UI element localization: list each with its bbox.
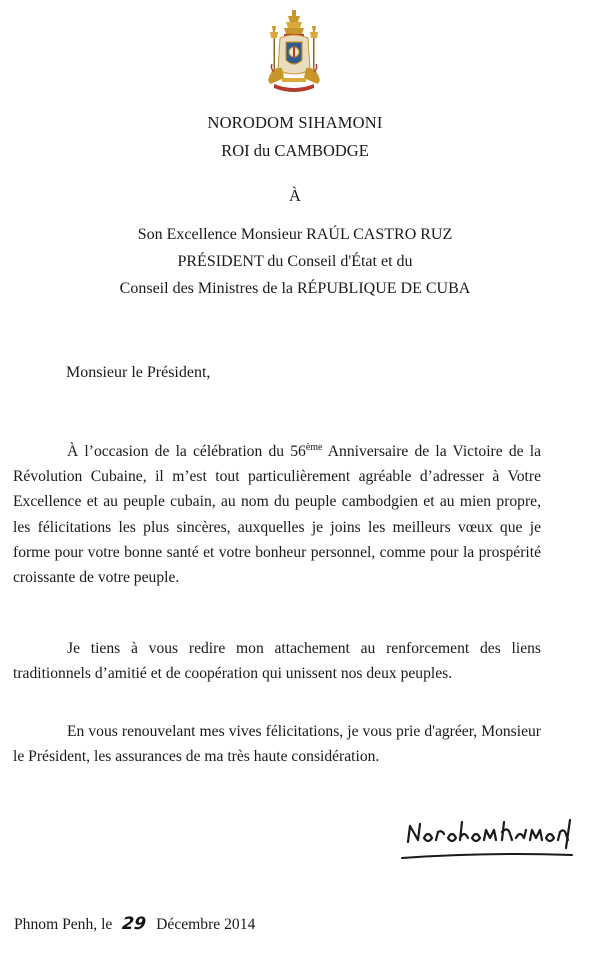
recipient-role: PRÉSIDENT	[177, 253, 264, 270]
recipient-line-2: PRÉSIDENT du Conseil d'État et du	[177, 253, 413, 270]
recipient-name: RAÚL CASTRO RUZ	[306, 226, 453, 243]
recipient-country: RÉPUBLIQUE DE CUBA	[296, 280, 471, 297]
sender-name: NORODOM SIHAMONI	[207, 113, 383, 132]
recipient-honorific: Son Excellence Monsieur	[137, 226, 307, 243]
sender-title: ROI du CAMBODGE	[221, 141, 369, 160]
place-and-date: Phnom Penh, le 29 Décembre 2014	[14, 914, 256, 934]
body-paragraph-1: À l’occasion de la célébration du 56ème Anniversaire de la Victoire de la Révolution Cubaine, il m’est tout particulièrement agréable d’adresser à Votre Excellence et au peuple cubain, au nom du peuple cambodgien et au mien propre, les félicitations les plus sincères, auxquelles je joins les meilleurs vœux que je forme pour votre bonne santé et votre bonheur personnel, comme pour la prospérité croissante de votre peuple.	[13, 442, 541, 587]
royal-arms-of-cambodia-icon	[262, 8, 326, 94]
recipient-line-3: Conseil des Ministres de la RÉPUBLIQUE DE CUBA	[119, 280, 471, 297]
addressee-marker: À	[289, 186, 301, 205]
handwritten-signature-icon	[398, 808, 578, 866]
handwritten-day: 29	[121, 914, 148, 934]
salutation: Monsieur le Président,	[66, 364, 211, 381]
body-paragraph-2: Je tiens à vous redire mon attachement au renforcement des liens traditionnels d’amitié et de coopération qui unissent nos deux peuples.	[13, 640, 541, 683]
recipient-line-1	[0, 226, 590, 244]
ordinal-superscript: ème	[305, 442, 323, 453]
body-paragraph-3: En vous renouvelant mes vives félicitations, je vous prie d'agréer, Monsieur le Président, les assurances de ma très haute considération.	[13, 723, 541, 766]
